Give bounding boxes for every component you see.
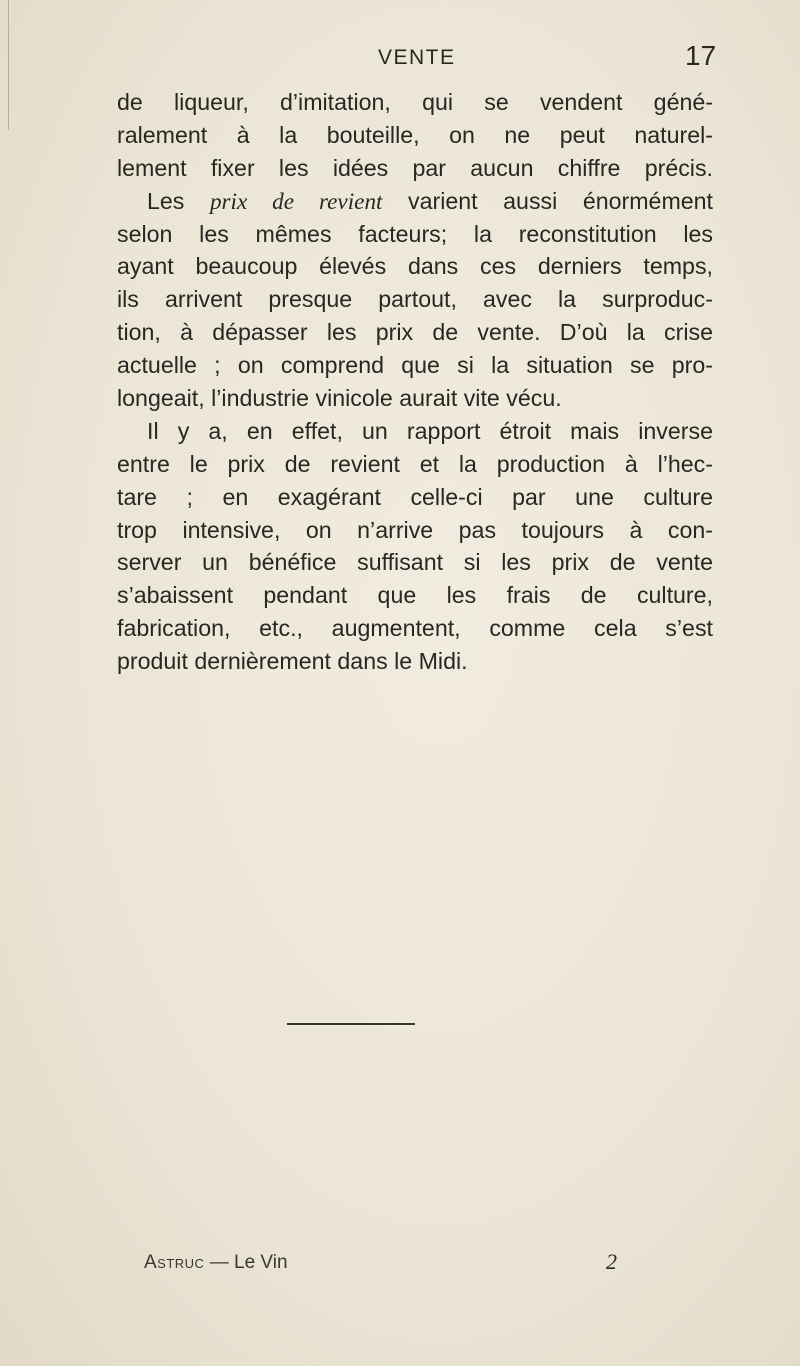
text-line: server un bénéfice suffisant si les prix de vente xyxy=(117,549,713,576)
text-line: Il y a, en effet, un rapport étroit mais inverse xyxy=(147,417,713,444)
footer-author: Astruc xyxy=(144,1252,205,1273)
text-line xyxy=(117,185,713,218)
running-title: VENTE xyxy=(378,46,456,69)
text-line: tare ; en exagérant celle-ci par une culture xyxy=(117,483,713,510)
section-rule xyxy=(287,1023,415,1025)
text-line: s’abaissent pendant que les frais de culture, xyxy=(117,582,713,609)
footer-signature-line xyxy=(144,1252,288,1274)
running-head xyxy=(0,40,800,80)
text-line: fabrication, etc., augmentent, comme cela s’est xyxy=(117,615,713,642)
text-fragment: Les xyxy=(147,187,210,214)
text-line: ils arrivent presque partout, avec la surproduc- xyxy=(117,286,713,313)
text-line: longeait, l’industrie vinicole aurait vite vécu. xyxy=(117,385,562,412)
text-line: produit dernièrement dans le Midi. xyxy=(117,648,468,675)
text-line: trop intensive, on n’arrive pas toujours à con- xyxy=(117,516,713,543)
text-line: tion, à dépasser les prix de vente. D’où la crise xyxy=(117,319,713,346)
page-number: 17 xyxy=(685,40,717,71)
text-line: ralement à la bouteille, on ne peut naturel- xyxy=(117,121,713,148)
text-line: actuelle ; on comprend que si la situation se pro- xyxy=(117,352,713,379)
footer-title: Le Vin xyxy=(234,1252,288,1273)
text-line: ayant beaucoup élevés dans ces derniers temps, xyxy=(117,253,713,280)
footer-separator: — xyxy=(209,1252,229,1273)
body-text xyxy=(117,86,713,678)
text-line: entre le prix de revient et la production à l’hec- xyxy=(117,450,713,477)
text-fragment: varient aussi énormément xyxy=(382,187,713,214)
signature-mark: 2 xyxy=(606,1249,617,1274)
text-line: de liqueur, d’imitation, qui se vendent géné- xyxy=(117,89,713,115)
italic-term: prix de revient xyxy=(209,188,383,215)
text-line: lement fixer les idées par aucun chiffre précis. xyxy=(117,154,713,181)
text-line: selon les mêmes facteurs; la reconstitution les xyxy=(117,220,713,247)
